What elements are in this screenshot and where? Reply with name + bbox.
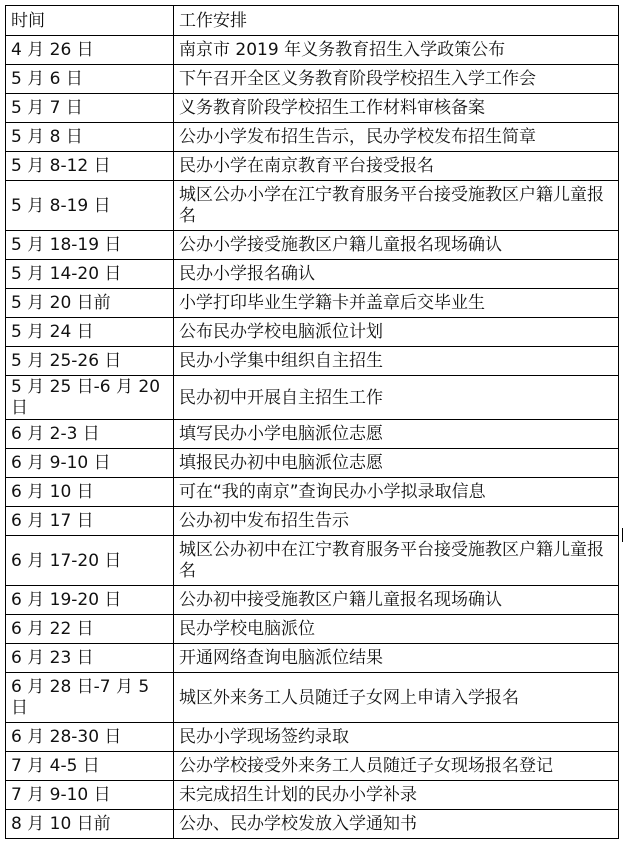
row-task: 城区公办小学在江宁教育服务平台接受施教区户籍儿童报名: [174, 181, 619, 231]
table-row: [6, 152, 619, 181]
row-date: 6 月 10 日: [6, 478, 174, 507]
header-task: 工作安排: [174, 6, 619, 36]
row-task: 民办小学在南京教育平台接受报名: [174, 152, 619, 181]
row-date: 5 月 25 日-6 月 20 日: [6, 376, 174, 420]
row-task: 公办、民办学校发放入学通知书: [174, 810, 619, 839]
row-task: 民办小学报名确认: [174, 260, 619, 289]
row-date: 6 月 19-20 日: [6, 586, 174, 615]
row-date: 5 月 18-19 日: [6, 231, 174, 260]
row-date: 6 月 28-30 日: [6, 723, 174, 752]
header-row: [6, 6, 619, 36]
row-date: 6 月 9-10 日: [6, 449, 174, 478]
row-task: 城区公办初中在江宁教育服务平台接受施教区户籍儿童报名: [174, 536, 619, 586]
row-task: 填报民办初中电脑派位志愿: [174, 449, 619, 478]
table-row: [6, 36, 619, 65]
table-row: [6, 586, 619, 615]
table-row: [6, 347, 619, 376]
header-time: 时间: [6, 6, 174, 36]
row-task: 公办小学接受施教区户籍儿童报名现场确认: [174, 231, 619, 260]
row-task: 南京市 2019 年义务教育招生入学政策公布: [174, 36, 619, 65]
table-row: [6, 231, 619, 260]
row-date: 6 月 23 日: [6, 644, 174, 673]
row-date: 6 月 17-20 日: [6, 536, 174, 586]
table-row: [6, 536, 619, 586]
row-task: 未完成招生计划的民办小学补录: [174, 781, 619, 810]
row-date: 7 月 9-10 日: [6, 781, 174, 810]
table-row: [6, 289, 619, 318]
row-task: 小学打印毕业生学籍卡并盖章后交毕业生: [174, 289, 619, 318]
table-row: [6, 260, 619, 289]
row-date: 5 月 7 日: [6, 94, 174, 123]
table-row: [6, 181, 619, 231]
row-date: 6 月 2-3 日: [6, 420, 174, 449]
row-date: 5 月 24 日: [6, 318, 174, 347]
row-task: 可在“我的南京”查询民办小学拟录取信息: [174, 478, 619, 507]
table-row: [6, 723, 619, 752]
row-date: 6 月 22 日: [6, 615, 174, 644]
row-task: 公办小学发布招生告示，民办学校发布招生简章: [174, 123, 619, 152]
table-row: [6, 420, 619, 449]
table-row: [6, 376, 619, 420]
row-date: 5 月 25-26 日: [6, 347, 174, 376]
table-row: [6, 673, 619, 723]
table-row: [6, 752, 619, 781]
row-task: 民办小学集中组织自主招生: [174, 347, 619, 376]
table-row: [6, 123, 619, 152]
schedule-table-container: [5, 5, 618, 839]
row-task: 民办学校电脑派位: [174, 615, 619, 644]
table-row: [6, 781, 619, 810]
table-row: [6, 478, 619, 507]
row-date: 5 月 14-20 日: [6, 260, 174, 289]
row-task: 公办初中接受施教区户籍儿童报名现场确认: [174, 586, 619, 615]
table-row: [6, 65, 619, 94]
row-task: 填写民办小学电脑派位志愿: [174, 420, 619, 449]
row-date: 8 月 10 日前: [6, 810, 174, 839]
row-task: 公办初中发布招生告示: [174, 507, 619, 536]
table-row: [6, 810, 619, 839]
row-date: 5 月 8-12 日: [6, 152, 174, 181]
table-row: [6, 449, 619, 478]
table-row: [6, 318, 619, 347]
row-date: 4 月 26 日: [6, 36, 174, 65]
row-date: 5 月 8 日: [6, 123, 174, 152]
row-task: 公办学校接受外来务工人员随迁子女现场报名登记: [174, 752, 619, 781]
table-row: [6, 615, 619, 644]
table-body: [6, 36, 619, 839]
row-date: 7 月 4-5 日: [6, 752, 174, 781]
row-task: 义务教育阶段学校招生工作材料审核备案: [174, 94, 619, 123]
table-row: [6, 94, 619, 123]
row-task: 开通网络查询电脑派位结果: [174, 644, 619, 673]
row-task: 下午召开全区义务教育阶段学校招生入学工作会: [174, 65, 619, 94]
row-task: 民办小学现场签约录取: [174, 723, 619, 752]
row-task: 城区外来务工人员随迁子女网上申请入学报名: [174, 673, 619, 723]
row-task: 公布民办学校电脑派位计划: [174, 318, 619, 347]
row-date: 5 月 8-19 日: [6, 181, 174, 231]
table-row: [6, 644, 619, 673]
enrollment-schedule-table: [5, 5, 619, 839]
row-date: 5 月 20 日前: [6, 289, 174, 318]
table-header: [6, 6, 619, 36]
row-date: 6 月 28 日-7 月 5 日: [6, 673, 174, 723]
edge-mark: [622, 528, 623, 542]
row-task: 民办初中开展自主招生工作: [174, 376, 619, 420]
row-date: 6 月 17 日: [6, 507, 174, 536]
table-row: [6, 507, 619, 536]
row-date: 5 月 6 日: [6, 65, 174, 94]
